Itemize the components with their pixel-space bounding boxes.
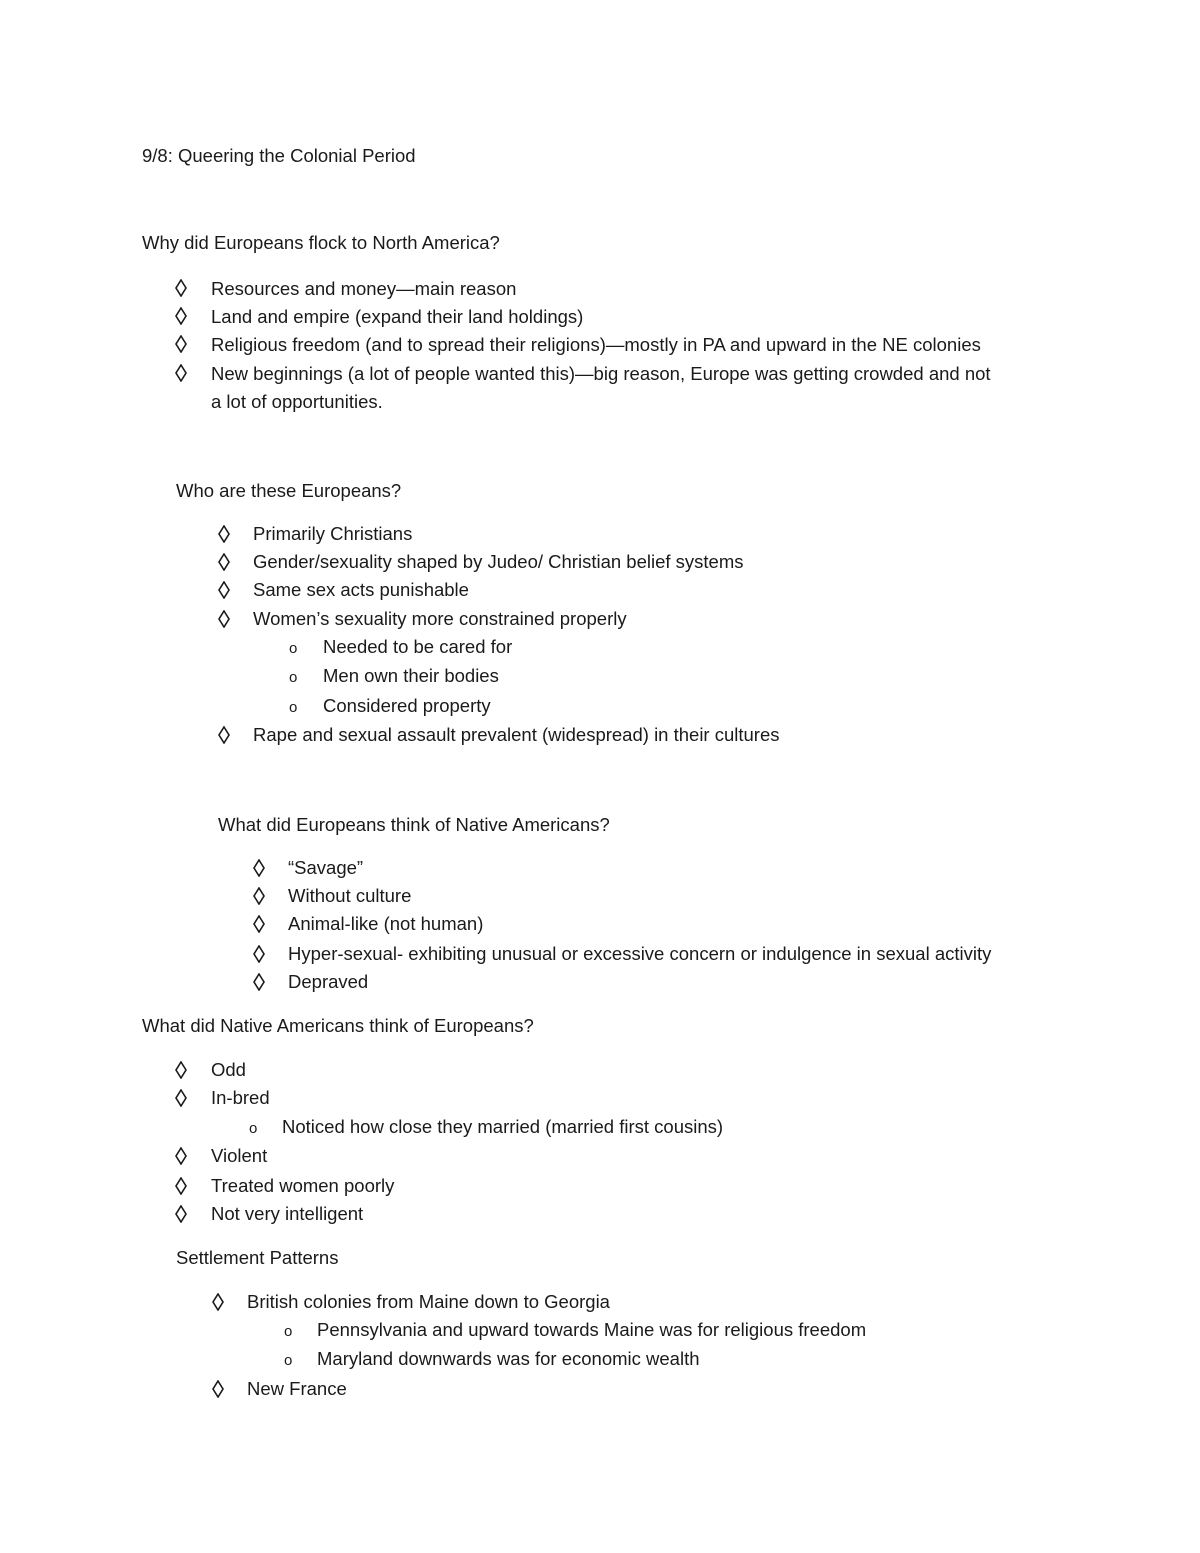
- list-item: Women’s sexuality more constrained properly: [253, 608, 627, 629]
- list-item: Treated women poorly: [211, 1175, 395, 1196]
- diamond-bullet-icon: [218, 726, 232, 746]
- diamond-bullet-icon: [218, 581, 232, 601]
- sub-list-item: Noticed how close they married (married first cousins): [282, 1116, 724, 1137]
- circle-bullet-marker: o: [284, 1323, 293, 1340]
- list-item: Religious freedom (and to spread their religions)—mostly in PA and upward in the NE colonies: [211, 334, 981, 355]
- list-item: Primarily Christians: [253, 523, 413, 544]
- list-item: Odd: [211, 1059, 246, 1080]
- sub-list-item: Maryland downwards was for economic wealth: [317, 1348, 700, 1369]
- diamond-bullet-icon: [175, 1205, 189, 1225]
- list-item: Rape and sexual assault prevalent (widespread) in their cultures: [253, 724, 780, 745]
- section5-heading: Settlement Patterns: [176, 1247, 339, 1268]
- diamond-bullet-icon: [218, 525, 232, 545]
- diamond-bullet-icon: [175, 335, 189, 355]
- list-item: British colonies from Maine down to Georgia: [247, 1291, 610, 1312]
- diamond-bullet-icon: [253, 915, 267, 935]
- section2-heading: Who are these Europeans?: [176, 480, 402, 501]
- sub-list-item: Considered property: [323, 695, 491, 716]
- list-item: New France: [247, 1378, 347, 1399]
- diamond-bullet-icon: [218, 610, 232, 630]
- diamond-bullet-icon: [175, 1177, 189, 1197]
- diamond-bullet-icon: [253, 887, 267, 907]
- circle-bullet-marker: o: [289, 640, 298, 657]
- list-item: Resources and money—main reason: [211, 278, 517, 299]
- sub-list-item: Pennsylvania and upward towards Maine was for religious freedom: [317, 1319, 867, 1340]
- list-item: Depraved: [288, 971, 369, 992]
- list-item: Without culture: [288, 885, 412, 906]
- section1-heading: Why did Europeans flock to North America?: [142, 232, 500, 253]
- diamond-bullet-icon: [175, 364, 189, 384]
- list-item-continuation: a lot of opportunities.: [211, 391, 383, 412]
- circle-bullet-marker: o: [284, 1352, 293, 1369]
- diamond-bullet-icon: [175, 1089, 189, 1109]
- diamond-bullet-icon: [175, 307, 189, 327]
- list-item: Gender/sexuality shaped by Judeo/ Christian belief systems: [253, 551, 744, 572]
- section4-heading: What did Native Americans think of Europeans?: [142, 1015, 534, 1036]
- diamond-bullet-icon: [253, 859, 267, 879]
- sub-list-item: Needed to be cared for: [323, 636, 513, 657]
- list-item: Land and empire (expand their land holdings): [211, 306, 584, 327]
- diamond-bullet-icon: [218, 553, 232, 573]
- circle-bullet-marker: o: [289, 699, 298, 716]
- list-item: Not very intelligent: [211, 1203, 364, 1224]
- list-item: “Savage”: [288, 857, 364, 878]
- diamond-bullet-icon: [253, 945, 267, 965]
- diamond-bullet-icon: [253, 973, 267, 993]
- list-item: Hyper-sexual- exhibiting unusual or excessive concern or indulgence in sexual activity: [288, 943, 992, 964]
- circle-bullet-marker: o: [249, 1120, 258, 1137]
- list-item: In-bred: [211, 1087, 270, 1108]
- page-title: 9/8: Queering the Colonial Period: [142, 145, 416, 166]
- list-item: Animal-like (not human): [288, 913, 484, 934]
- circle-bullet-marker: o: [289, 669, 298, 686]
- diamond-bullet-icon: [175, 279, 189, 299]
- list-item: Same sex acts punishable: [253, 579, 469, 600]
- diamond-bullet-icon: [175, 1147, 189, 1167]
- diamond-bullet-icon: [212, 1293, 226, 1313]
- sub-list-item: Men own their bodies: [323, 665, 499, 686]
- list-item: Violent: [211, 1145, 268, 1166]
- section3-heading: What did Europeans think of Native Americans?: [218, 814, 610, 835]
- diamond-bullet-icon: [212, 1380, 226, 1400]
- diamond-bullet-icon: [175, 1061, 189, 1081]
- list-item: New beginnings (a lot of people wanted this)—big reason, Europe was getting crowded and not: [211, 363, 991, 384]
